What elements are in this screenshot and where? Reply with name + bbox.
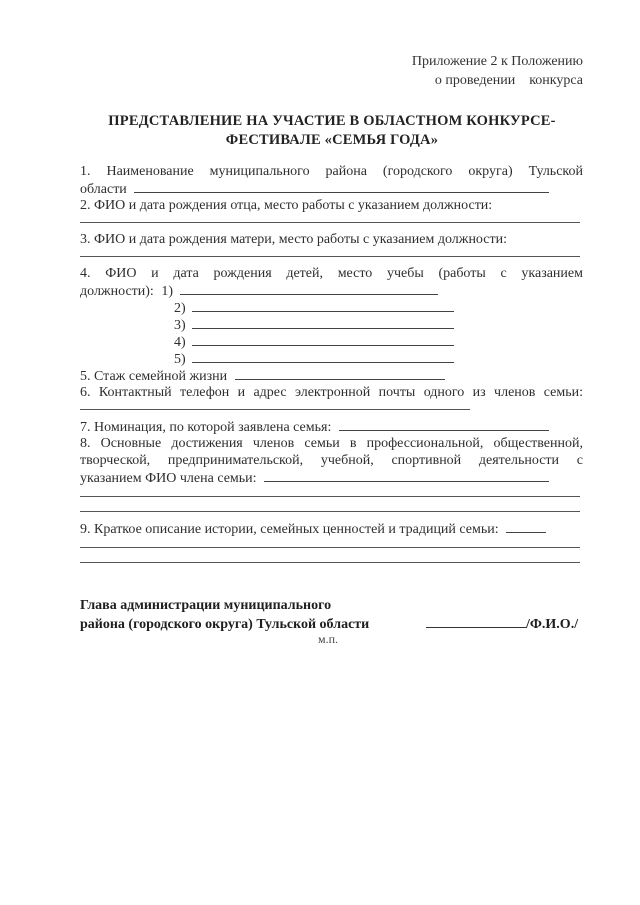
item-8-line-3 xyxy=(80,469,583,486)
child-5-blank[interactable] xyxy=(192,350,454,363)
annex-header xyxy=(343,52,583,90)
child-2-blank[interactable] xyxy=(192,299,454,312)
child-row-4 xyxy=(80,333,583,350)
title-line-2: ФЕСТИВАЛЕ «СЕМЬЯ ГОДА» xyxy=(225,132,439,148)
item-2-label: 2. ФИО и дата рождения отца, место работы с указанием должности: xyxy=(80,198,493,213)
child-row-3 xyxy=(80,316,583,333)
signature-fio: /Ф.И.О./ xyxy=(526,617,579,632)
item-4-label: должности): xyxy=(80,284,154,299)
item-9-row xyxy=(80,520,583,537)
item-5-row xyxy=(80,367,583,384)
child-4-blank[interactable] xyxy=(192,333,454,346)
item-7-label: 7. Номинация, по которой заявлена семья: xyxy=(80,420,332,435)
item-1-line-1: 1. Наименование муниципального района (городского округа) Тульской xyxy=(80,164,583,179)
item-8-blank-3[interactable] xyxy=(80,511,580,512)
child-2-number: 2) xyxy=(174,301,186,316)
item-9-blank-2[interactable] xyxy=(80,547,580,548)
item-2-blank[interactable] xyxy=(80,222,580,223)
item-1-blank[interactable] xyxy=(134,180,549,193)
child-1-number: 1) xyxy=(161,284,173,299)
item-8-label: указанием ФИО члена семьи: xyxy=(80,471,257,486)
item-8-line-1: 8. Основные достижения членов семьи в профессиональной, общественной, xyxy=(80,436,583,451)
title-line-1: ПРЕДСТАВЛЕНИЕ НА УЧАСТИЕ В ОБЛАСТНОМ КОНКУРСЕ- xyxy=(108,113,556,129)
item-9-blank-3[interactable] xyxy=(80,562,580,563)
stamp-place: м.п. xyxy=(318,632,339,646)
child-row-5 xyxy=(80,350,583,367)
child-row-2 xyxy=(80,299,583,316)
child-5-number: 5) xyxy=(174,352,186,367)
item-6-label: 6. Контактный телефон и адрес электронной почты одного из членов семьи: xyxy=(80,385,583,400)
signature-line-1: Глава администрации муниципального xyxy=(80,598,332,613)
item-8-blank-1[interactable] xyxy=(264,469,549,482)
child-3-blank[interactable] xyxy=(192,316,454,329)
signature-block xyxy=(80,596,590,634)
item-7-row xyxy=(80,418,583,435)
item-5-blank[interactable] xyxy=(235,367,445,380)
item-8-line-2: творческой, предпринимательской, учебной, спортивной деятельности с xyxy=(80,453,583,468)
item-4-line-2 xyxy=(80,282,583,299)
item-9-label: 9. Краткое описание истории, семейных ценностей и традиций семьи: xyxy=(80,522,499,537)
signature-line-2: района (городского округа) Тульской области xyxy=(80,617,370,632)
child-3-number: 3) xyxy=(174,318,186,333)
item-4-line-1: 4. ФИО и дата рождения детей, место учебы (работы с указанием xyxy=(80,266,583,281)
child-4-number: 4) xyxy=(174,335,186,350)
item-3-blank[interactable] xyxy=(80,256,580,257)
item-3-label: 3. ФИО и дата рождения матери, место работы с указанием должности: xyxy=(80,232,507,247)
item-7-blank[interactable] xyxy=(339,418,549,431)
document-title xyxy=(82,112,582,150)
signature-blank[interactable] xyxy=(426,627,526,628)
item-1-label: области xyxy=(80,182,127,197)
item-8-blank-2[interactable] xyxy=(80,496,580,497)
item-9-blank-1[interactable] xyxy=(506,520,546,533)
item-1-line-2 xyxy=(80,180,583,197)
item-5-label: 5. Стаж семейной жизни xyxy=(80,369,228,384)
child-1-blank[interactable] xyxy=(180,282,438,295)
form-body xyxy=(80,163,583,571)
annex-line-1: Приложение 2 к Положению xyxy=(411,54,583,69)
annex-line-2: о проведении конкурса xyxy=(434,73,583,88)
item-6-blank[interactable] xyxy=(80,409,470,410)
